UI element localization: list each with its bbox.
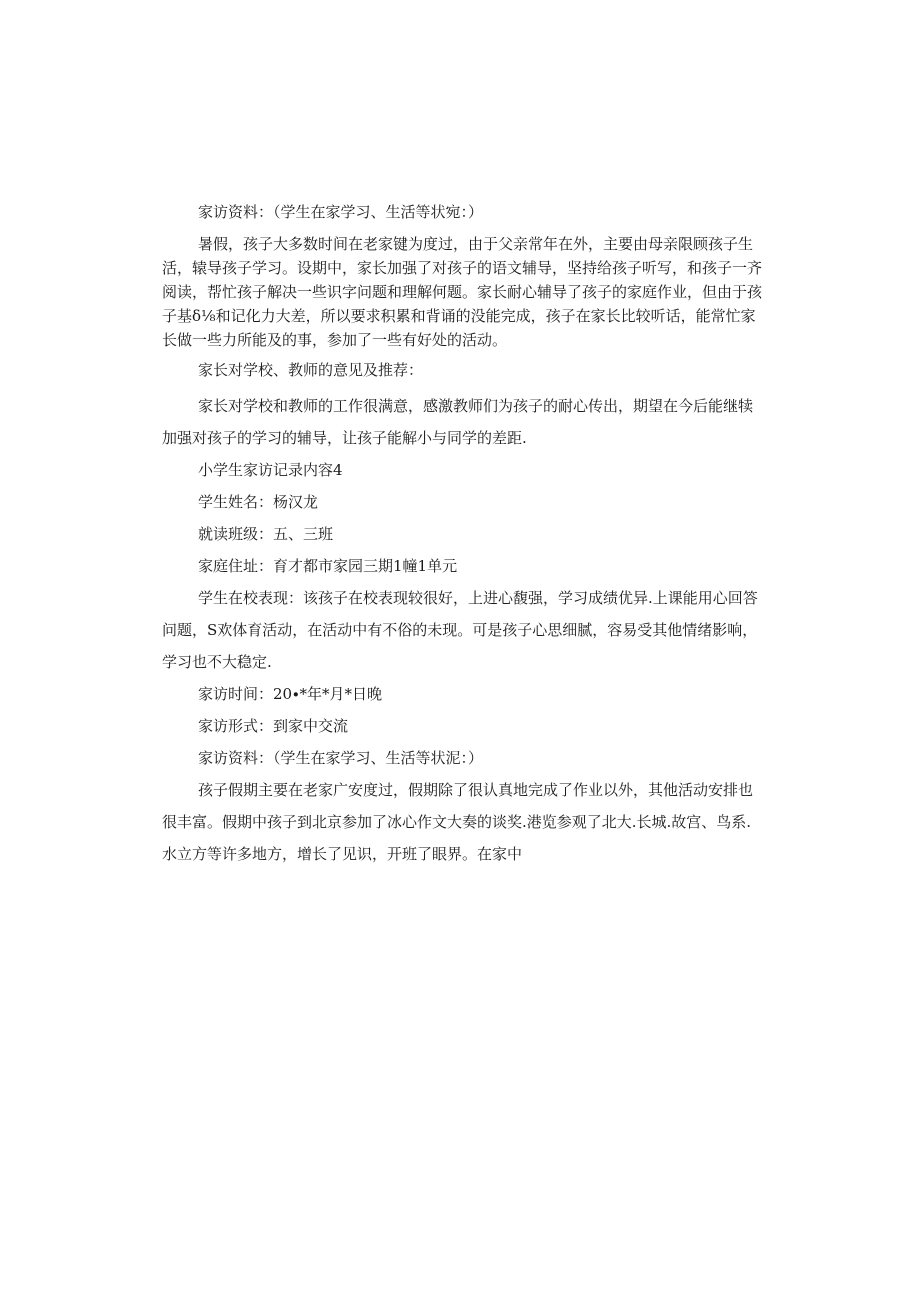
visit-time: 家访时间：20∙*年*月*日晚 <box>198 685 382 703</box>
student-class: 就读班级：五、三班 <box>198 525 334 543</box>
summer-home-paragraph: 暑假，孩子大多数时间在老家键为度过，由于父亲常年在外，主要由母亲限顾孩子生活，辕导孩子学习。设期中，家长加强了对孩子的语文辅导，坚持给孩子听写，和孩子一齐阅读，帮忙孩子解决一些识字问题和理解何题。家长耐心辅导了孩子的家庭作业，但由于孩子基δ⅛和记化力大差，所以要求积累和背诵的没能完成，孩子在家长比较听话，能常忙家长做一些力所能及的事，参加了一些有好处的活动。 <box>162 235 763 349</box>
home-visit-info-heading: 家访资料：（学生在家学习、生活等状宛：） <box>198 203 484 221</box>
record-title: 小学生家访记录内容4 <box>198 461 343 479</box>
home-address: 家庭住址：育才都市家园三期1幢1单元 <box>198 557 458 575</box>
parent-opinion-heading: 家长对学校、教师的意见及推荐： <box>198 361 424 379</box>
student-name: 学生姓名：杨汉龙 <box>198 493 319 511</box>
school-performance: 学生在校表现：该孩子在校表现较很好，上进心馥强，学习成绩优异.上课能用心回答问题，S欢体育活动，在活动中有不俗的未现。可是孩子心思细腻，容易受其他情绪影响，学习也不大稳定. <box>162 589 758 671</box>
home-visit-info-heading-2: 家访资料：（学生在家学习、生活等状泥：） <box>198 749 484 767</box>
visit-form: 家访形式：到家中交流 <box>198 717 349 735</box>
holiday-paragraph: 孩子假期主要在老家广安度过，假期除了很认真地完成了作业以外，其他活动安排也很丰富。假期中孩子到北京参加了冰心作文大奏的谈奖.港览参观了北大.长城.故宫、鸟系.水立方等许多地方，增长了见识，开班了眼界。在家中 <box>162 781 754 863</box>
parent-opinion-paragraph: 家长对学校和教师的工作很满意，感激教师们为孩子的耐心传出，期望在今后能继犊加强对孩子的学习的辅导，让孩子能解小与同学的差距. <box>162 397 754 447</box>
document-body <box>162 200 762 870</box>
